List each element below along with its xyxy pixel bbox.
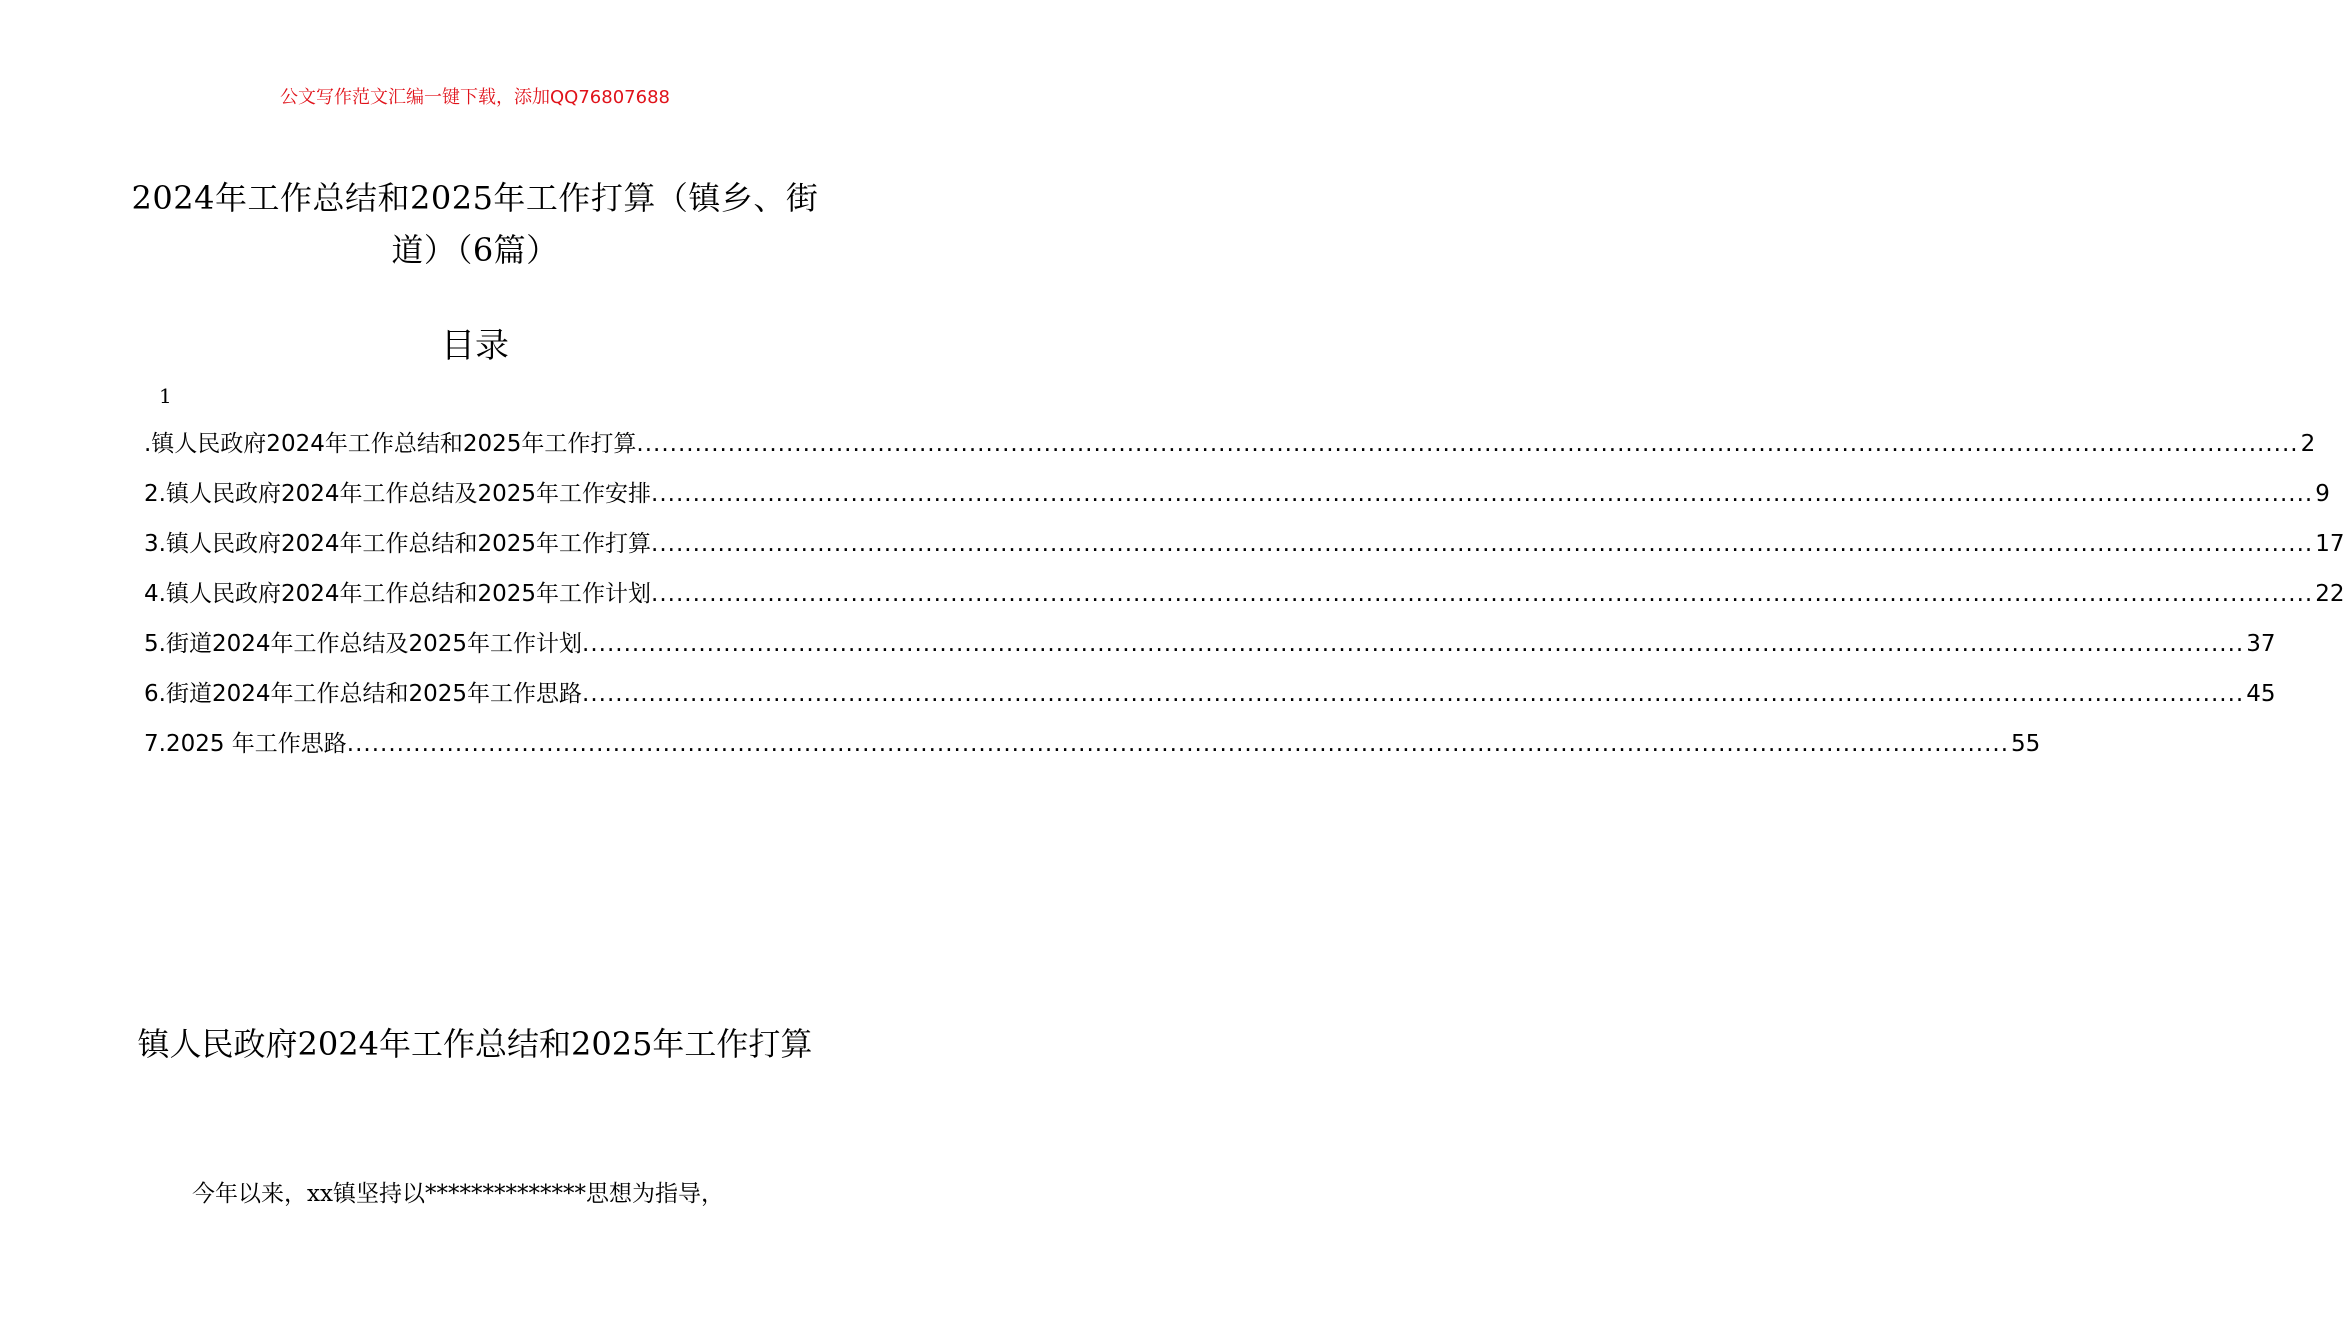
body-paragraph: 今年以来，xx镇坚持以**************思想为指导， [192, 1181, 724, 1207]
toc-leader-dots: ........................................................................................................................................................................................................ [346, 731, 2010, 757]
toc-title: 目录 [441, 326, 509, 366]
toc-item-page: 55 [2011, 731, 2041, 757]
toc-leader-dots: ........................................................................................................................................................................................................ [651, 581, 2314, 607]
toc-item[interactable] [144, 622, 2276, 672]
toc-leader-dots: ........................................................................................................................................................................................................ [651, 531, 2314, 557]
document-title: 2024年工作总结和2025年工作打算（镇乡、街道）（6篇） [131, 179, 819, 269]
toc-item-page: 45 [2246, 681, 2276, 707]
table-of-contents [144, 422, 2345, 772]
toc-item-label: .镇人民政府2024年工作总结和2025年工作打算 [144, 431, 637, 457]
header-note: 公文写作范文汇编一键下载，添加QQ76807688 [280, 87, 670, 108]
toc-item-page: 9 [2315, 481, 2330, 507]
toc-leader-dots: ........................................................................................................................................................................................................ [582, 681, 2245, 707]
toc-leader-dots: ........................................................................................................................................................................................................ [651, 481, 2314, 507]
toc-item-label: 2.镇人民政府2024年工作总结及2025年工作安排 [144, 481, 652, 507]
toc-item[interactable] [144, 572, 2345, 622]
toc-item[interactable] [144, 722, 2041, 772]
toc-first-number: 1 [159, 384, 172, 408]
toc-item-page: 2 [2300, 431, 2316, 457]
toc-item[interactable] [144, 472, 2330, 522]
toc-item-label: 5.街道2024年工作总结及2025年工作计划 [144, 631, 583, 657]
toc-item-label: 6.街道2024年工作总结和2025年工作思路 [144, 681, 583, 707]
toc-item-label: 4.镇人民政府2024年工作总结和2025年工作计划 [144, 581, 652, 607]
toc-item-label: 7.2025 年工作思路 [144, 731, 347, 757]
toc-item-page: 37 [2246, 631, 2276, 657]
toc-item[interactable] [144, 672, 2276, 722]
toc-item-page: 22 [2315, 581, 2345, 607]
toc-item-label: 3.镇人民政府2024年工作总结和2025年工作打算 [144, 531, 652, 557]
toc-leader-dots: ........................................................................................................................................................................................................ [636, 431, 2299, 457]
section-title: 镇人民政府2024年工作总结和2025年工作打算 [137, 1025, 813, 1063]
toc-item[interactable] [144, 522, 2345, 572]
toc-item[interactable] [144, 422, 2316, 472]
toc-item-page: 17 [2315, 531, 2345, 557]
toc-leader-dots: ........................................................................................................................................................................................................ [582, 631, 2245, 657]
